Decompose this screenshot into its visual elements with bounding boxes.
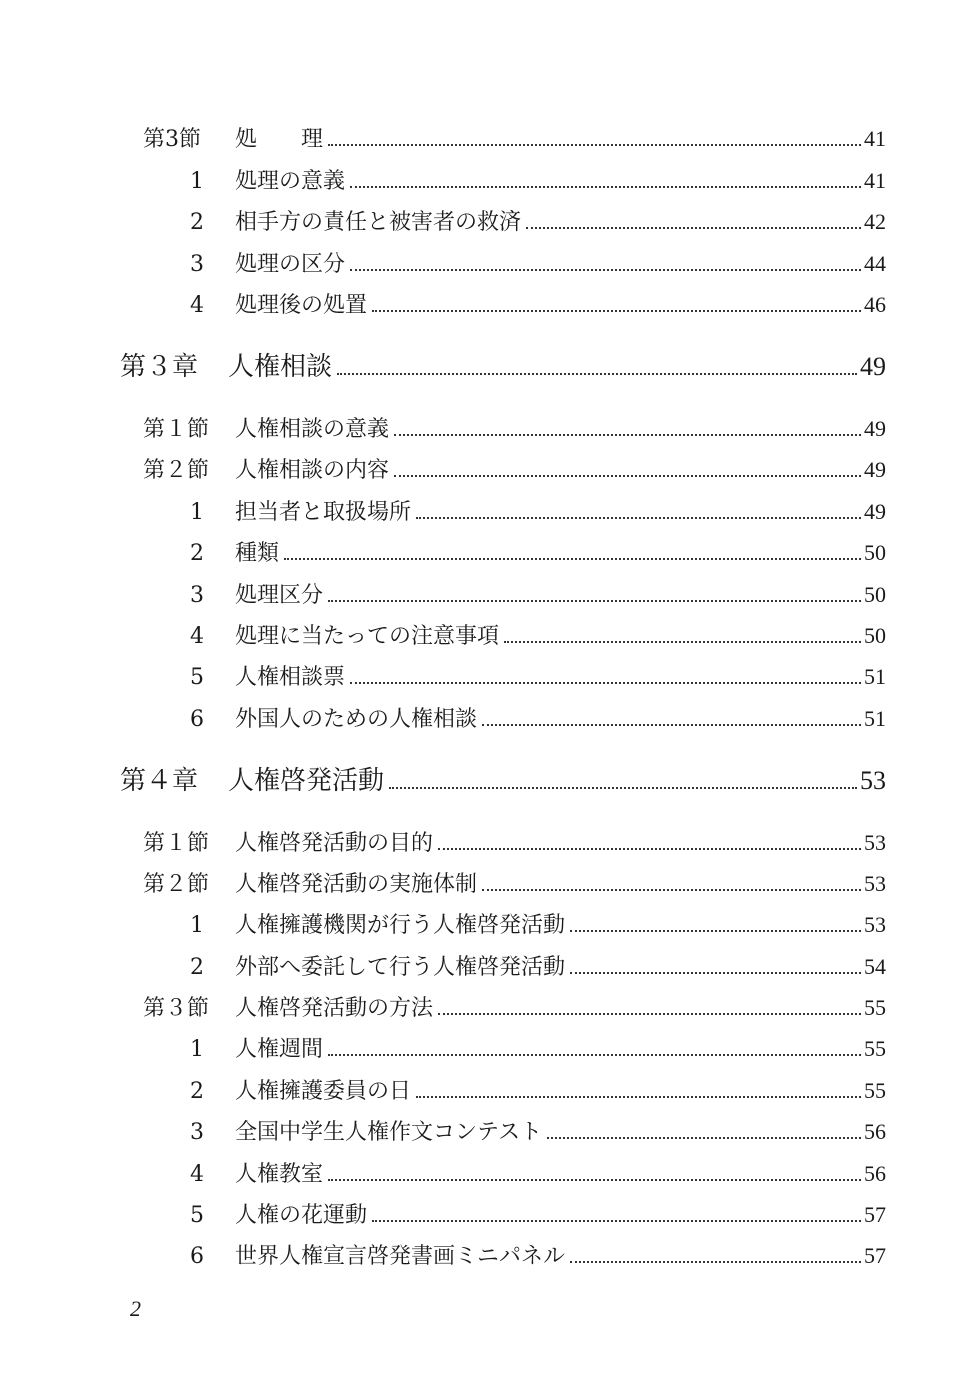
item-title: 人権の花運動 (235, 1203, 368, 1228)
toc-section-entry[interactable] (143, 122, 886, 152)
section-number: 第２節 (143, 872, 210, 897)
chapter-title: 人権相談 (228, 352, 333, 382)
toc-item-entry[interactable] (190, 1074, 886, 1104)
dot-leader (328, 143, 861, 146)
dot-leader (547, 1136, 861, 1139)
item-number: 1 (190, 500, 204, 525)
dot-leader (328, 1178, 861, 1181)
page-ref: 53 (860, 766, 886, 795)
item-title: 人権擁護機関が行う人権啓発活動 (235, 913, 566, 938)
item-title: 処理の意義 (235, 169, 346, 194)
item-number: 4 (190, 624, 204, 649)
item-number: 5 (190, 1203, 204, 1228)
section-number: 第２節 (143, 458, 210, 483)
item-number: 4 (190, 293, 204, 318)
toc-item-entry[interactable] (190, 908, 886, 938)
toc-item-entry[interactable] (190, 1239, 886, 1269)
page-ref: 51 (864, 706, 886, 731)
toc-item-entry[interactable] (190, 702, 886, 732)
dot-leader (438, 847, 861, 850)
page-ref: 53 (864, 912, 886, 937)
item-number: 1 (190, 913, 204, 938)
page-ref: 41 (864, 168, 886, 193)
item-number: 2 (190, 1079, 204, 1104)
chapter-number: 第３章 (120, 352, 199, 382)
item-number: 6 (190, 1244, 204, 1269)
dot-leader (570, 929, 861, 932)
dot-leader (328, 599, 861, 602)
item-title: 種類 (235, 541, 280, 566)
item-number: 3 (190, 583, 204, 608)
page-ref: 55 (864, 1078, 886, 1103)
dot-leader (570, 1260, 861, 1263)
item-number: 5 (190, 665, 204, 690)
item-title: 処理区分 (235, 583, 324, 608)
item-number: 3 (190, 1120, 204, 1145)
page-ref: 42 (864, 209, 886, 234)
toc-section-entry[interactable] (143, 453, 886, 483)
item-number: 1 (190, 169, 204, 194)
dot-leader (482, 723, 861, 726)
item-title: 人権相談票 (235, 665, 346, 690)
dot-leader (350, 681, 861, 684)
section-title: 人権啓発活動の実施体制 (235, 872, 478, 897)
item-number: 4 (190, 1162, 204, 1187)
item-number: 2 (190, 210, 204, 235)
dot-leader (350, 185, 861, 188)
dot-leader (526, 226, 861, 229)
dot-leader (416, 1095, 861, 1098)
item-title: 全国中学生人権作文コンテスト (235, 1120, 543, 1145)
toc-item-entry[interactable] (190, 950, 886, 980)
toc-item-entry[interactable] (190, 578, 886, 608)
page-ref: 51 (864, 664, 886, 689)
toc-item-entry[interactable] (190, 164, 886, 194)
item-title: 処理の区分 (235, 252, 346, 277)
page-ref: 56 (864, 1119, 886, 1144)
page-ref: 53 (864, 871, 886, 896)
chapter-number: 第４章 (120, 766, 199, 796)
page-ref: 50 (864, 582, 886, 607)
page-ref: 57 (864, 1202, 886, 1227)
item-number: 2 (190, 955, 204, 980)
dot-leader (482, 888, 861, 891)
section-title: 人権相談の内容 (235, 458, 390, 483)
dot-leader (504, 640, 861, 643)
item-title: 人権教室 (235, 1162, 324, 1187)
dot-leader (394, 474, 861, 477)
item-title: 人権擁護委員の日 (235, 1079, 412, 1104)
toc-section-entry[interactable] (143, 412, 886, 442)
chapter-title: 人権啓発活動 (228, 766, 385, 796)
page-ref: 57 (864, 1243, 886, 1268)
toc-item-entry[interactable] (190, 205, 886, 235)
page-ref: 46 (864, 292, 886, 317)
section-number: 第3節 (143, 127, 201, 152)
page-ref: 41 (864, 126, 886, 151)
toc-item-entry[interactable] (190, 660, 886, 690)
item-title: 世界人権宣言啓発書画ミニパネル (235, 1244, 566, 1269)
page-ref: 50 (864, 540, 886, 565)
section-title: 人権相談の意義 (235, 417, 390, 442)
item-title: 処理後の処置 (235, 293, 368, 318)
toc-item-entry[interactable] (190, 1157, 886, 1187)
dot-leader (570, 971, 861, 974)
page-number: 2 (130, 1296, 141, 1321)
page-ref: 49 (860, 352, 886, 381)
toc-item-entry[interactable] (190, 1115, 886, 1145)
dot-leader (438, 1012, 861, 1015)
toc-chapter-entry[interactable] (120, 760, 886, 796)
dot-leader (394, 433, 861, 436)
item-title: 人権週間 (235, 1037, 324, 1062)
item-title: 外部へ委託して行う人権啓発活動 (235, 955, 566, 980)
section-title: 人権啓発活動の方法 (235, 996, 434, 1021)
section-number: 第３節 (143, 996, 210, 1021)
item-title: 外国人のための人権相談 (235, 707, 478, 732)
dot-leader (328, 1053, 861, 1056)
page-ref: 50 (864, 623, 886, 648)
page-ref: 49 (864, 457, 886, 482)
item-title: 処理に当たっての注意事項 (235, 624, 500, 649)
toc-section-entry[interactable] (143, 826, 886, 856)
dot-leader (372, 1219, 861, 1222)
dot-leader (337, 372, 857, 375)
page-ref: 56 (864, 1161, 886, 1186)
section-title: 処 理 (235, 127, 324, 152)
dot-leader (350, 268, 861, 271)
page-ref: 53 (864, 830, 886, 855)
toc-chapter-entry[interactable] (120, 346, 886, 382)
toc-item-entry[interactable] (190, 288, 886, 318)
toc-item-entry[interactable] (190, 619, 886, 649)
page-ref: 49 (864, 499, 886, 524)
toc-item-entry[interactable] (190, 247, 886, 277)
page-ref: 44 (864, 251, 886, 276)
page-ref: 55 (864, 995, 886, 1020)
item-number: 2 (190, 541, 204, 566)
dot-leader (416, 516, 861, 519)
section-number: 第１節 (143, 417, 210, 442)
page-ref: 54 (864, 954, 886, 979)
dot-leader (389, 786, 857, 789)
toc-section-entry[interactable] (143, 867, 886, 897)
toc-item-entry[interactable] (190, 495, 886, 525)
toc-item-entry[interactable] (190, 536, 886, 566)
section-number: 第１節 (143, 831, 210, 856)
toc-item-entry[interactable] (190, 1198, 886, 1228)
item-title: 担当者と取扱場所 (235, 500, 412, 525)
toc-section-entry[interactable] (143, 991, 886, 1021)
item-number: 6 (190, 707, 204, 732)
page-ref: 55 (864, 1036, 886, 1061)
dot-leader (284, 557, 861, 560)
item-title: 相手方の責任と被害者の救済 (235, 210, 522, 235)
item-number: 3 (190, 252, 204, 277)
toc-item-entry[interactable] (190, 1032, 886, 1062)
item-number: 1 (190, 1037, 204, 1062)
page-ref: 49 (864, 416, 886, 441)
dot-leader (372, 309, 861, 312)
section-title: 人権啓発活動の目的 (235, 831, 434, 856)
